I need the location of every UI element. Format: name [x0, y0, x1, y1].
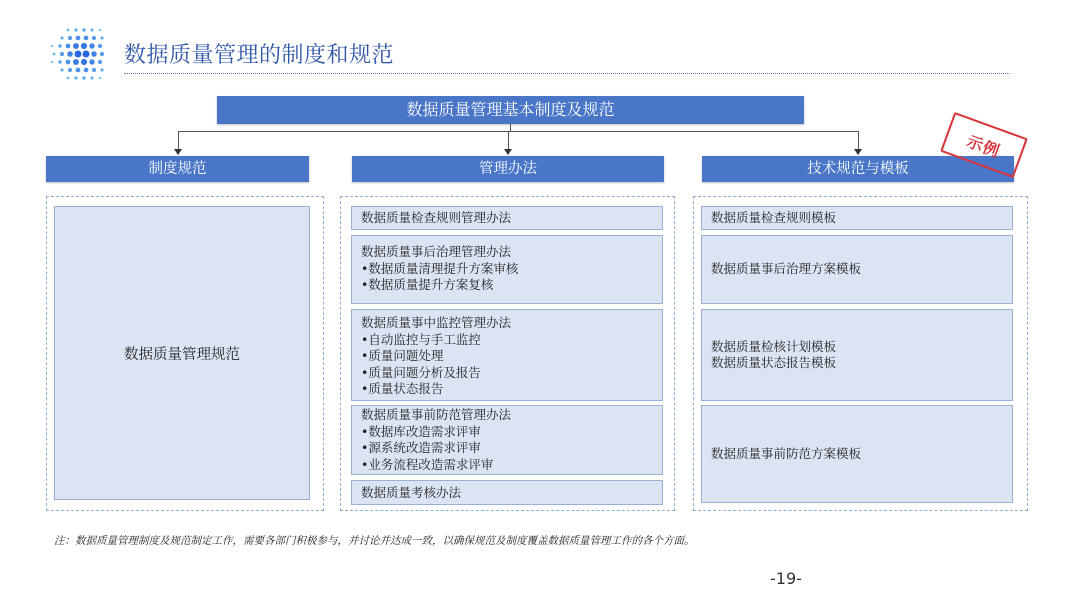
- logo-dot: [67, 51, 73, 57]
- logo-dot: [68, 36, 72, 40]
- logo-dot: [58, 60, 62, 64]
- connector-left: [178, 131, 179, 149]
- management-method-box: [351, 206, 663, 230]
- logo-dot: [76, 68, 81, 73]
- template-box: [701, 405, 1013, 503]
- logo-dot: [83, 51, 90, 58]
- logo-dot: [100, 68, 103, 71]
- cube-dots-logo-icon: [46, 24, 108, 84]
- logo-dot: [76, 36, 81, 41]
- box-line: •数据质量提升方案复核: [361, 277, 494, 292]
- logo-dot: [99, 29, 101, 31]
- logo-dot: [90, 76, 93, 79]
- box-line: 数据质量考核办法: [361, 485, 462, 500]
- arrow-down-icon: [504, 149, 512, 155]
- management-method-box: [351, 309, 663, 401]
- box-line: •源系统改造需求评审: [361, 440, 481, 455]
- box-line: 数据质量状态报告模板: [711, 355, 837, 370]
- logo-dot: [82, 28, 85, 31]
- logo-dot: [66, 44, 71, 49]
- regulation-box-label: 数据质量管理规范: [124, 346, 240, 363]
- page-number: -19-: [770, 569, 802, 588]
- logo-dot: [92, 36, 96, 40]
- logo-dot: [60, 68, 63, 71]
- logo-dot: [75, 51, 82, 58]
- box-line: •质量状态报告: [361, 381, 444, 396]
- connector-trunk: [510, 124, 511, 131]
- box-line: 数据质量检核计划模板: [711, 338, 837, 354]
- logo-dot: [74, 76, 77, 79]
- column-header-management-methods: 管理办法: [352, 156, 664, 182]
- logo-dot: [99, 77, 101, 79]
- arrow-down-icon: [854, 149, 862, 155]
- connector-horizontal: [178, 131, 859, 132]
- box-line: •质量问题处理: [361, 348, 444, 363]
- box-line: 数据质量事前防范管理办法: [361, 407, 512, 422]
- logo-dot: [73, 59, 79, 65]
- logo-dot: [67, 29, 70, 32]
- logo-dot: [67, 77, 70, 80]
- logo-dot: [98, 44, 102, 48]
- connector-middle: [508, 131, 509, 149]
- logo-dot: [58, 44, 62, 48]
- logo-dot: [84, 36, 89, 41]
- logo-dot: [98, 60, 102, 64]
- box-line: 数据质量事后治理管理办法: [361, 244, 512, 259]
- logo-dot: [81, 43, 87, 49]
- box-line: •业务流程改造需求评审: [361, 456, 494, 472]
- logo-dot: [91, 51, 97, 57]
- column-header-technical-templates: 技术规范与模板: [702, 156, 1014, 182]
- logo-dot: [60, 36, 63, 39]
- box-line: 数据质量检查规则模板: [711, 209, 837, 225]
- logo-dot: [73, 43, 79, 49]
- box-line: •数据质量清理提升方案审核: [361, 260, 519, 276]
- footnote: 注：数据质量管理制度及规范制定工作，需要各部门积极参与，并讨论并达成一致，以确保规范及制度覆盖数据质量管理工作的各个方面。: [54, 535, 695, 547]
- logo-dot: [100, 36, 103, 39]
- regulation-box: [54, 206, 310, 500]
- logo-dot: [66, 60, 71, 65]
- logo-dot: [53, 53, 56, 56]
- stamp-label: 示例: [940, 112, 1028, 178]
- box-line: •自动监控与手工监控: [361, 331, 481, 347]
- logo-dot: [51, 61, 53, 63]
- logo-dot: [81, 59, 87, 65]
- template-box: [701, 235, 1013, 304]
- logo-dot: [89, 43, 94, 48]
- title-divider: [124, 73, 1010, 74]
- logo-dot: [82, 76, 85, 79]
- box-line: 数据质量事后治理方案模板: [711, 261, 862, 277]
- logo-dot: [60, 52, 64, 56]
- management-method-box: [351, 480, 663, 505]
- box-line: •质量问题分析及报告: [361, 364, 481, 380]
- box-line: •数据库改造需求评审: [361, 423, 481, 439]
- management-method-box: [351, 405, 663, 475]
- template-box: [701, 309, 1013, 401]
- box-line: 数据质量检查规则管理办法: [361, 210, 512, 225]
- box-line: 数据质量事前防范方案模板: [711, 445, 862, 461]
- arrow-down-icon: [174, 149, 182, 155]
- logo-dot: [90, 28, 93, 31]
- logo-dot: [74, 28, 77, 31]
- box-line: 数据质量事中监控管理办法: [361, 315, 512, 330]
- logo-dot: [100, 52, 104, 56]
- connector-right: [858, 131, 859, 149]
- page-title: 数据质量管理的制度和规范: [124, 43, 395, 68]
- logo-dot: [68, 68, 72, 72]
- template-box: [701, 206, 1013, 230]
- column-header-regulations: 制度规范: [46, 156, 309, 182]
- management-method-box: [351, 235, 663, 304]
- logo-dot: [92, 68, 96, 72]
- main-category-bar: 数据质量管理基本制度及规范: [217, 96, 804, 124]
- logo-dot: [84, 68, 89, 73]
- logo-dot: [51, 45, 53, 47]
- logo-dot: [89, 59, 94, 64]
